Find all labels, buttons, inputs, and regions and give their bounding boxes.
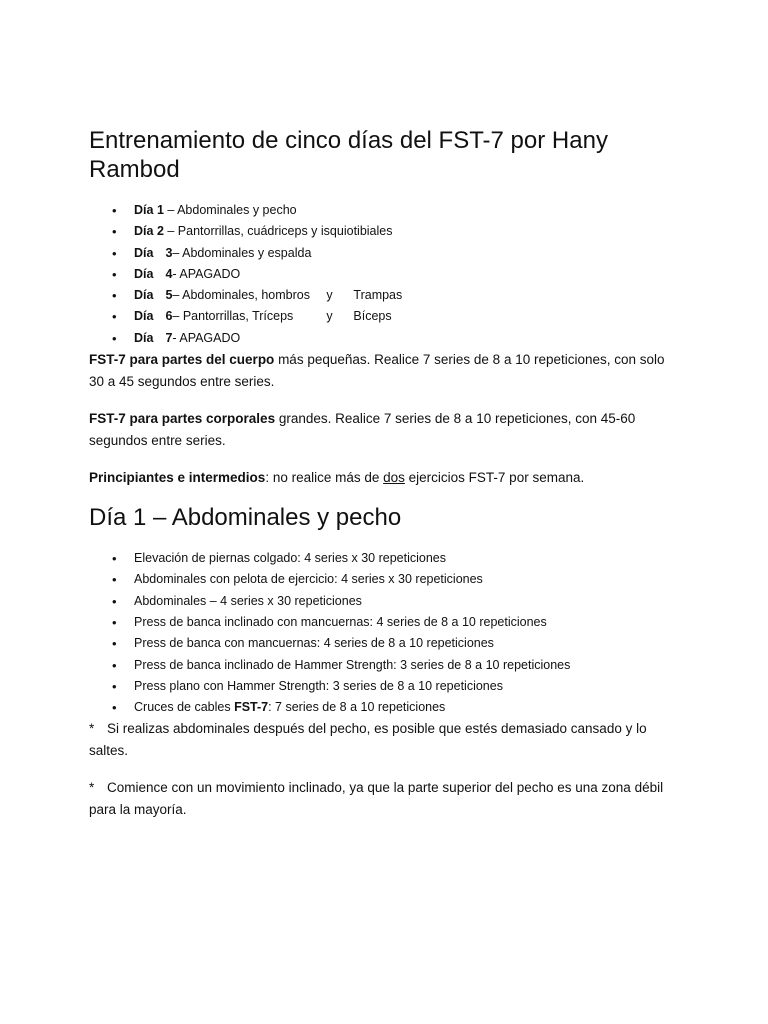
asterisk-icon: * (89, 780, 95, 796)
exercise-item: • Press de banca con mancuernas: 4 series de 8 a 10 repeticiones (89, 633, 679, 654)
day-text: - APAGADO (172, 266, 241, 281)
bullet-icon: • (112, 309, 117, 325)
day-label: Día 6 (134, 309, 173, 324)
days-list (89, 200, 679, 349)
bullet-icon: • (112, 657, 117, 673)
exercise-item: • Press plano con Hammer Strength: 3 series de 8 a 10 repeticiones (89, 676, 679, 697)
bullet-icon: • (112, 288, 117, 304)
day-label: Día 5 (134, 288, 173, 303)
paragraph-large-parts: FST-7 para partes corporales grandes. Realice 7 series de 8 a 10 repeticiones, con 45-60 segundos entre series. (89, 411, 636, 449)
paragraph-beginners: Principiantes e intermedios: no realice más de dos ejercicios FST-7 por semana. (89, 470, 585, 486)
day-text: – Abdominales, hombros (172, 288, 310, 303)
day-conjunction: y (326, 309, 333, 324)
exercise-list (89, 548, 679, 718)
day-item (89, 328, 679, 349)
exercise-item: • Press de banca inclinado de Hammer Strength: 3 series de 8 a 10 repeticiones (89, 655, 679, 676)
page-title: Entrenamiento de cinco días del FST-7 por Hany Rambod (89, 127, 608, 183)
bullet-icon: • (112, 224, 117, 240)
day-text: - APAGADO (172, 330, 241, 345)
asterisk-icon: * (89, 721, 95, 737)
exercise-item: • Abdominales con pelota de ejercicio: 4 series x 30 repeticiones (89, 569, 679, 590)
day-label: Día 3 (134, 245, 173, 260)
bullet-icon: • (112, 593, 117, 609)
day-text: – Pantorrillas, cuádriceps y isquiotibiales (163, 224, 393, 239)
day-item (89, 243, 679, 264)
day-text: – Pantorrillas, Tríceps (172, 309, 294, 324)
bullet-icon: • (112, 330, 117, 346)
document-page (89, 126, 679, 821)
exercise-item: • Abdominales – 4 series x 30 repeticiones (89, 591, 679, 612)
day-item (89, 221, 679, 242)
day-conjunction: y (326, 288, 333, 303)
exercise-item: • Press de banca inclinado con mancuernas: 4 series de 8 a 10 repeticiones (89, 612, 679, 633)
bullet-icon: • (112, 572, 117, 588)
bullet-icon: • (112, 266, 117, 282)
day-text: – Abdominales y pecho (163, 203, 297, 217)
bullet-icon: • (112, 245, 117, 261)
day-label: Día 4 (134, 266, 173, 281)
day-item (89, 285, 679, 306)
paragraph-small-parts: FST-7 para partes del cuerpo más pequeñas. Realice 7 series de 8 a 10 repeticiones, con solo 30 a 45 segundos entre series. (89, 352, 665, 390)
day-tail: Trampas (353, 288, 403, 303)
bullet-icon: • (112, 636, 117, 652)
day-tail: Bíceps (353, 309, 392, 324)
bullet-icon: • (112, 551, 117, 567)
bullet-icon: • (112, 700, 117, 716)
day-text: – Abdominales y espalda (172, 245, 312, 260)
exercise-item: • Elevación de piernas colgado: 4 series x 30 repeticiones (89, 548, 679, 569)
note-abs-after-chest: * Si realizas abdominales después del pecho, es posible que estés demasiado cansado y lo saltes. (89, 718, 679, 762)
day-item (89, 200, 679, 221)
section-title-day1: Día 1 – Abdominales y pecho (89, 504, 402, 532)
exercise-item: • Cruces de cables FST-7: 7 series de 8 a 10 repeticiones (89, 697, 679, 718)
bullet-icon: • (112, 203, 117, 218)
bullet-icon: • (112, 678, 117, 694)
bullet-icon: • (112, 614, 117, 630)
day-label: Día 1 (134, 203, 164, 217)
day-label: Día 7 (134, 330, 173, 345)
day-item (89, 264, 679, 285)
day-label: Día 2 (134, 224, 164, 239)
note-incline-first: * Comience con un movimiento inclinado, ya que la parte superior del pecho es una zona débil para la mayoría. (89, 777, 679, 821)
day-item (89, 306, 679, 327)
